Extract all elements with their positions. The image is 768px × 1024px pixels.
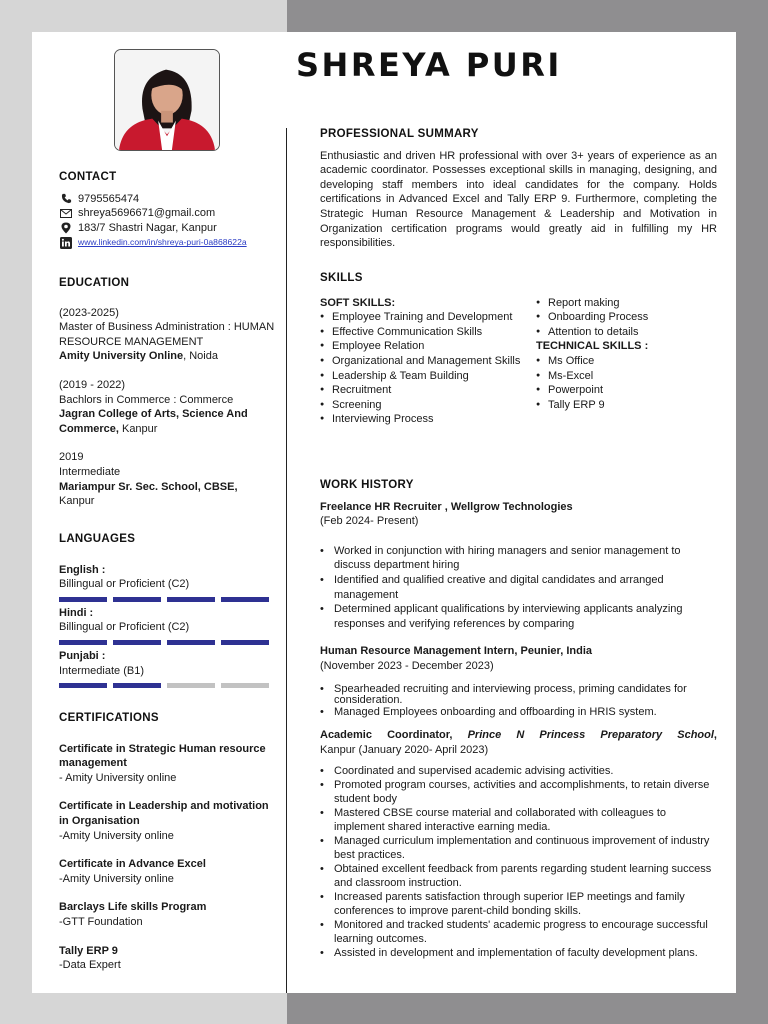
job-title: Human Resource Management Intern, Peunier, India	[320, 645, 593, 658]
linkedin-link[interactable]: www.linkedin.com/in/shreya-puri-0a868622a	[78, 237, 247, 248]
certifications-section	[59, 711, 281, 973]
list-item: ● Employee Training and Development	[320, 310, 536, 325]
list-item: ● Ms Office	[536, 354, 717, 369]
list-item: • Determined applicant qualifications by interviewing applicants analyzing responses and verifying references by comparing	[320, 602, 717, 631]
contact-section	[59, 170, 281, 250]
education-school-line	[59, 349, 281, 364]
certification-issuer: -Data Expert	[59, 959, 121, 972]
list-item: ● Onboarding Process	[536, 310, 717, 325]
list-item: • Monitored and tracked students' academic progress to encourage successful learning outcomes.	[320, 918, 717, 946]
summary-heading: PROFESSIONAL SUMMARY	[320, 128, 479, 140]
list-item: • Obtained excellent feedback from parents regarding student learning success and classroom instruction.	[320, 862, 717, 890]
education-years: (2023-2025)	[59, 306, 119, 319]
job-title-company: Prince N Princess Preparatory School	[467, 728, 714, 741]
soft-skills-heading: SOFT SKILLS:	[320, 296, 396, 309]
linkedin-icon	[59, 237, 73, 249]
education-entry	[59, 378, 281, 436]
job-dates: (Feb 2024- Present)	[320, 515, 419, 528]
education-degree: Bachlors in Commerce : Commerce	[59, 393, 234, 406]
work-history-heading: WORK HISTORY	[320, 479, 414, 491]
certification-item	[59, 900, 281, 929]
education-entry	[59, 306, 281, 364]
education-place: Kanpur	[59, 495, 95, 508]
language-name: English :	[59, 563, 106, 576]
list-item: • Managed curriculum implementation and continuous improvement of industry best practices.	[320, 834, 717, 862]
job-entry	[320, 728, 717, 960]
list-item: ● Powerpoint	[536, 383, 717, 398]
phone-icon	[59, 193, 73, 205]
location-pin-icon	[59, 222, 73, 234]
level-segment	[221, 683, 269, 688]
language-level-bar	[59, 597, 281, 602]
list-item: • Worked in conjunction with hiring managers and senior management to discuss department hiring	[320, 544, 717, 573]
mail-icon	[59, 207, 73, 219]
job-dates: (November 2023 - December 2023)	[320, 659, 494, 672]
skills-column-right	[536, 296, 717, 427]
job-entry	[320, 644, 717, 719]
profile-photo	[114, 49, 220, 151]
certification-title: Tally ERP 9	[59, 944, 118, 957]
email-address: shreya5696671@gmail.com	[78, 207, 216, 220]
contact-address	[59, 221, 281, 236]
language-name: Punjabi :	[59, 649, 106, 662]
certification-issuer: -Amity University online	[59, 872, 174, 885]
job-bullets	[320, 544, 717, 632]
certification-item	[59, 799, 281, 843]
certification-issuer: -Amity University online	[59, 829, 174, 842]
column-divider	[286, 128, 287, 993]
certification-title: Barclays Life skills Program	[59, 901, 207, 914]
language-name: Hindi :	[59, 606, 94, 619]
language-level: Billingual or Proficient (C2)	[59, 621, 190, 634]
list-item: ● Ms-Excel	[536, 369, 717, 384]
certification-issuer: - Amity University online	[59, 771, 177, 784]
level-segment	[59, 597, 107, 602]
certification-item	[59, 857, 281, 886]
summary-text: Enthusiastic and driven HR professional with over 3+ years of experience as an academic coordinator. Possesses exceptional skills in managing, designing, and developing staff members into ideal candidates for the company. Holds certifications in Advanced Excel and Tally ERP 9. Furthermore, completing the Strategic Human Resource Management & Leadership and Motivation in Organization certification programs would greatly aid in fulfilling my HR responsibilities.	[320, 149, 717, 250]
list-item: • Spearheaded recruiting and interviewing process, priming candidates for consideration.	[320, 684, 717, 708]
level-segment	[113, 640, 161, 645]
list-item: ● Leadership & Team Building	[320, 369, 536, 384]
languages-heading: LANGUAGES	[59, 533, 136, 545]
job-title: Freelance HR Recruiter , Wellgrow Technologies	[320, 500, 573, 513]
job-title-suffix: ,	[713, 728, 717, 741]
certifications-heading: CERTIFICATIONS	[59, 712, 159, 724]
level-segment	[221, 640, 269, 645]
work-history-section	[320, 478, 717, 960]
list-item: ● Organizational and Management Skills	[320, 354, 536, 369]
list-item: ● Effective Communication Skills	[320, 325, 536, 340]
soft-skills-list-continued	[536, 296, 717, 340]
education-years: (2019 - 2022)	[59, 378, 126, 391]
contact-linkedin	[59, 235, 281, 250]
list-item: • Managed Employees onboarding and offboarding in HRIS system.	[320, 707, 717, 719]
level-segment	[167, 597, 215, 602]
language-item	[59, 649, 281, 688]
list-item: ● Recruitment	[320, 383, 536, 398]
language-level: Billingual or Proficient (C2)	[59, 578, 190, 591]
level-segment	[59, 683, 107, 688]
list-item: ● Attention to details	[536, 325, 717, 340]
list-item: • Coordinated and supervised academic advising activities.	[320, 764, 717, 778]
list-item: • Assisted in development and implementation of faculty development plans.	[320, 946, 717, 960]
education-place: Kanpur	[118, 422, 158, 435]
list-item: ● Screening	[320, 398, 536, 413]
language-level: Intermediate (B1)	[59, 664, 144, 677]
language-item	[59, 606, 281, 645]
contact-phone	[59, 192, 281, 207]
education-years: 2019	[59, 451, 84, 464]
skills-section	[320, 271, 717, 427]
job-entry	[320, 500, 717, 632]
certification-item	[59, 944, 281, 973]
level-segment	[113, 597, 161, 602]
list-item: ● Report making	[536, 296, 717, 311]
languages-section	[59, 532, 281, 692]
home-address: 183/7 Shastri Nagar, Kanpur	[78, 221, 217, 234]
education-school-line	[59, 407, 281, 436]
skills-column-left	[320, 296, 536, 427]
technical-skills-heading: TECHNICAL SKILLS :	[536, 340, 649, 353]
list-item: • Mastered CBSE course material and collaborated with colleagues to implement shared interactive earning media.	[320, 806, 717, 834]
language-item	[59, 563, 281, 602]
certification-title: Certificate in Leadership and motivation in Organisation	[59, 800, 269, 827]
education-degree: Master of Business Administration : HUMAN RESOURCE MANAGEMENT	[59, 321, 275, 348]
language-level-bar	[59, 683, 281, 688]
phone-number: 9795565474	[78, 192, 140, 205]
level-segment	[59, 640, 107, 645]
job-bullets	[320, 684, 717, 719]
job-dates: Kanpur (January 2020- April 2023)	[320, 743, 489, 756]
list-item: ● Tally ERP 9	[536, 398, 717, 413]
education-place: , Noida	[183, 350, 218, 363]
certification-item	[59, 742, 281, 786]
job-bullets	[320, 764, 717, 960]
certification-title: Certificate in Advance Excel	[59, 858, 206, 871]
level-segment	[167, 640, 215, 645]
contact-email	[59, 206, 281, 221]
education-section	[59, 276, 281, 509]
education-heading: EDUCATION	[59, 277, 130, 289]
list-item: • Increased parents satisfaction through superior IEP meetings and family conferences to improve parent-child bonding skills.	[320, 890, 717, 918]
list-item: ● Employee Relation	[320, 339, 536, 354]
list-item: • Promoted program courses, activities and accomplishments, to retain diverse student body	[320, 778, 717, 806]
summary-section	[320, 127, 717, 251]
education-school: Mariampur Sr. Sec. School, CBSE,	[59, 480, 238, 493]
skills-columns	[320, 296, 717, 427]
list-item: • Identified and qualified creative and digital candidates and arranged management	[320, 573, 717, 602]
education-school: Amity University Online	[59, 350, 184, 363]
certification-title: Certificate in Strategic Human resource management	[59, 742, 266, 770]
level-segment	[221, 597, 269, 602]
candidate-name: SHREYA PURI	[296, 46, 562, 84]
contact-heading: CONTACT	[59, 171, 117, 183]
technical-skills-list	[536, 354, 717, 412]
education-entry	[59, 450, 281, 508]
level-segment	[167, 683, 215, 688]
resume-page	[32, 32, 736, 993]
skills-heading: SKILLS	[320, 272, 363, 284]
language-level-bar	[59, 640, 281, 645]
certification-issuer: -GTT Foundation	[59, 915, 143, 928]
education-school: Jagran College of Arts, Science And Commerce,	[59, 408, 248, 435]
list-item: ● Interviewing Process	[320, 412, 536, 427]
job-title	[320, 728, 717, 743]
job-title-role: Academic Coordinator,	[320, 728, 468, 741]
education-degree: Intermediate	[59, 465, 121, 478]
soft-skills-list	[320, 310, 536, 427]
level-segment	[113, 683, 161, 688]
